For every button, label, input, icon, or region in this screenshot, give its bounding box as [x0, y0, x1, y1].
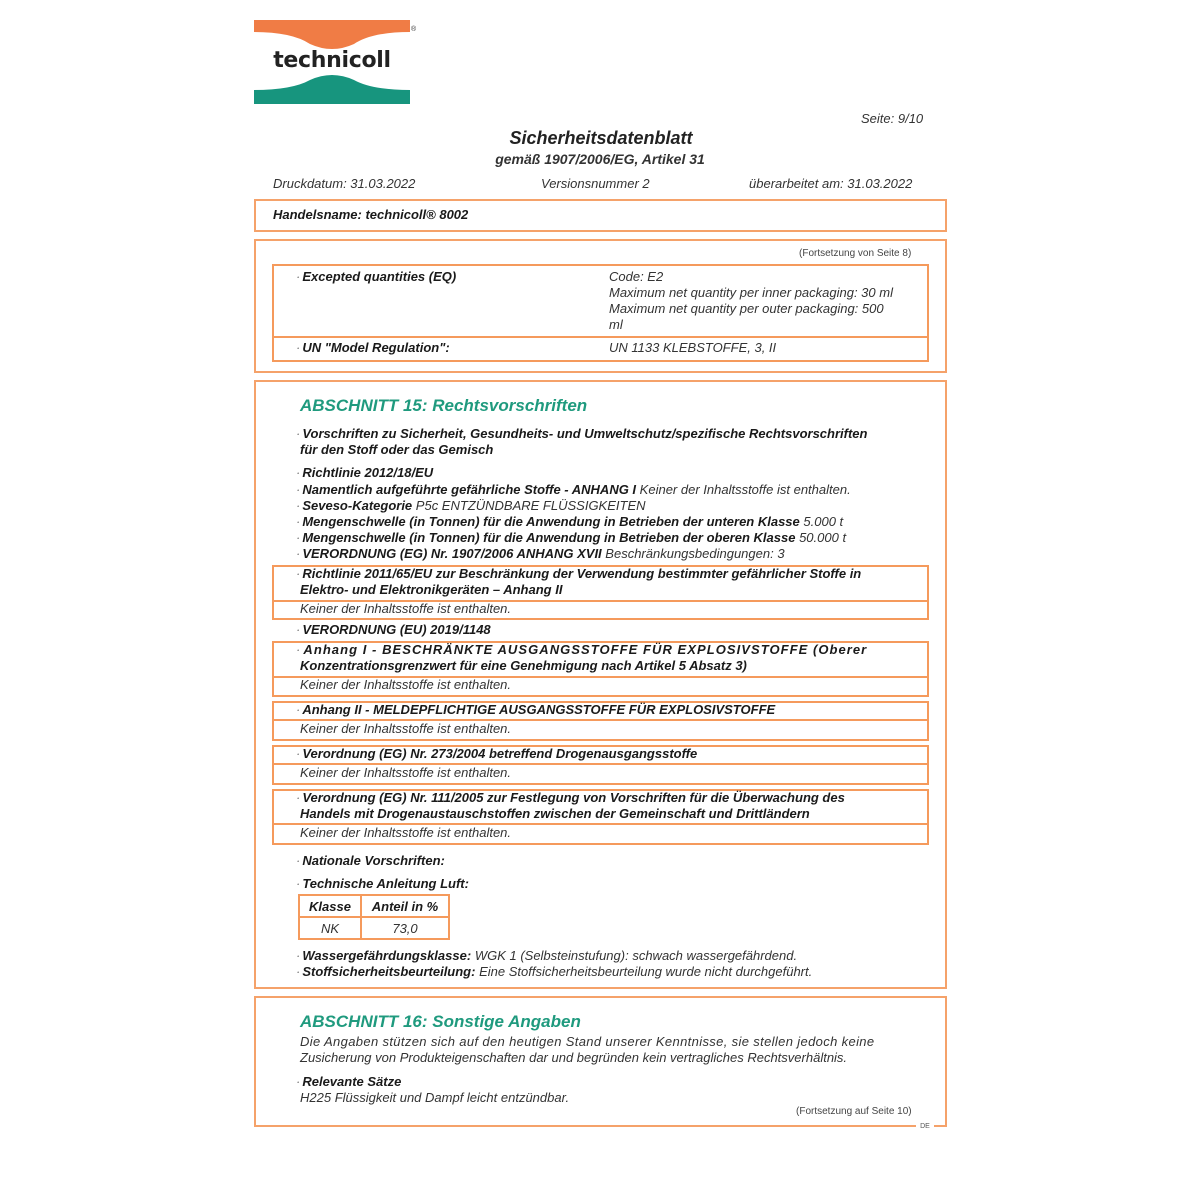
section-16-text: Die Angaben stützen sich auf den heutigen Stand unserer Kenntnisse, sie stellen jedoch keine [300, 1034, 875, 1049]
h225-statement: H225 Flüssigkeit und Dampf leicht entzündbar. [300, 1090, 570, 1105]
regulation-273-2004: · Verordnung (EG) Nr. 273/2004 betreffend Drogenausgangsstoffe [296, 746, 698, 761]
divider [272, 336, 929, 338]
technicoll-logo [254, 20, 417, 104]
section-16-text-2: Zusicherung von Produkteigenschaften dar und begründen kein vertragliches Rechtsverhältnis. [300, 1050, 848, 1065]
section-15-heading: ABSCHNITT 15: Rechtsvorschriften [300, 396, 588, 415]
regulation-111-none: Keiner der Inhaltsstoffe ist enthalten. [300, 825, 512, 840]
table-row [299, 917, 449, 939]
reach-annex-xvii: · VERORDNUNG (EG) Nr. 1907/2006 ANHANG XVII Beschränkungsbedingungen: 3 [296, 546, 785, 561]
regulations-intro-2: für den Stoff oder das Gemisch [300, 442, 494, 457]
annex-2-none: Keiner der Inhaltsstoffe ist enthalten. [300, 721, 512, 736]
eq-outer: Maximum net quantity per outer packaging: 500 [609, 301, 884, 316]
rohs-directive-2: Elektro- und Elektronikgeräten – Anhang II [300, 582, 563, 597]
eq-inner: Maximum net quantity per inner packaging: 30 ml [609, 285, 893, 300]
cell-anteil: 73,0 [361, 917, 449, 939]
cell-klasse: NK [299, 917, 361, 939]
eq-label: · Excepted quantities (EQ) [296, 269, 457, 284]
table-header-row [299, 895, 449, 917]
rohs-none: Keiner der Inhaltsstoffe ist enthalten. [300, 601, 512, 616]
regulation-111-2005-2: Handels mit Drogenaustauschstoffen zwischen der Gemeinschaft und Drittländern [300, 806, 810, 821]
regulation-2019-1148: · VERORDNUNG (EU) 2019/1148 [296, 622, 491, 637]
trade-name: Handelsname: technicoll® 8002 [273, 207, 469, 222]
seveso-category: · Seveso-Kategorie P5c ENTZÜNDBARE FLÜSSIGKEITEN [296, 498, 646, 513]
version-number: Versionsnummer 2 [541, 176, 650, 191]
logo-wordmark: technicoll [273, 48, 391, 73]
annex-2: · Anhang II - MELDEPFLICHTIGE AUSGANGSSTOFFE FÜR EXPLOSIVSTOFFE [296, 702, 776, 717]
column-header-anteil: Anteil in % [361, 895, 449, 917]
annex-1-2: Konzentrationsgrenzwert für eine Genehmigung nach Artikel 5 Absatz 3) [300, 658, 747, 673]
water-hazard-class: · Wassergefährdungsklasse: WGK 1 (Selbsteinstufung): schwach wassergefährdend. [296, 948, 798, 963]
ta-luft-label: · Technische Anleitung Luft: [296, 876, 469, 891]
continuation-from: (Fortsetzung von Seite 8) [799, 248, 912, 259]
continuation-to: (Fortsetzung auf Seite 10) [796, 1106, 912, 1117]
registered-mark: ® [411, 26, 417, 33]
language-code: DE [916, 1121, 934, 1133]
annex-1-none: Keiner der Inhaltsstoffe ist enthalten. [300, 677, 512, 692]
print-date: Druckdatum: 31.03.2022 [273, 176, 416, 191]
eq-outer-unit: ml [609, 317, 623, 332]
regulations-intro: · Vorschriften zu Sicherheit, Gesundheits- und Umweltschutz/spezifische Rechtsvorschriften [296, 426, 868, 441]
document-title: Sicherheitsdatenblatt [509, 128, 693, 148]
page-number: Seite: 9/10 [861, 111, 924, 126]
un-label: · UN "Model Regulation": [296, 340, 450, 355]
rohs-directive: · Richtlinie 2011/65/EU zur Beschränkung der Verwendung bestimmter gefährlicher Stoffe in [296, 566, 862, 581]
directive-2012: · Richtlinie 2012/18/EU [296, 465, 434, 480]
column-header-klasse: Klasse [299, 895, 361, 917]
ta-luft-table [298, 894, 450, 940]
annex-1: · Anhang I - BESCHRÄNKTE AUSGANGSSTOFFE FÜR EXPLOSIVSTOFFE (Oberer [296, 642, 868, 657]
regulation-273-none: Keiner der Inhaltsstoffe ist enthalten. [300, 765, 512, 780]
relevant-phrases-label: · Relevante Sätze [296, 1074, 402, 1089]
national-regulations: · Nationale Vorschriften: [296, 853, 445, 868]
threshold-lower: · Mengenschwelle (in Tonnen) für die Anwendung in Betrieben der unteren Klasse 5.000 t [296, 514, 844, 529]
threshold-upper: · Mengenschwelle (in Tonnen) für die Anwendung in Betrieben der oberen Klasse 50.000 t [296, 530, 847, 545]
document-subtitle: gemäß 1907/2006/EG, Artikel 31 [495, 151, 705, 167]
revised-date: überarbeitet am: 31.03.2022 [749, 176, 913, 191]
un-value: UN 1133 KLEBSTOFFE, 3, II [609, 340, 777, 355]
section-16-heading: ABSCHNITT 16: Sonstige Angaben [300, 1012, 581, 1031]
regulation-111-2005: · Verordnung (EG) Nr. 111/2005 zur Festlegung von Vorschriften für die Überwachung des [296, 790, 845, 805]
eq-code: Code: E2 [609, 269, 664, 284]
named-substances: · Namentlich aufgeführte gefährliche Stoffe - ANHANG I Keiner der Inhaltsstoffe ist enthalten. [296, 482, 851, 497]
chemical-safety-assessment: · Stoffsicherheitsbeurteilung: Eine Stoffsicherheitsbeurteilung wurde nicht durchgeführt. [296, 964, 813, 979]
